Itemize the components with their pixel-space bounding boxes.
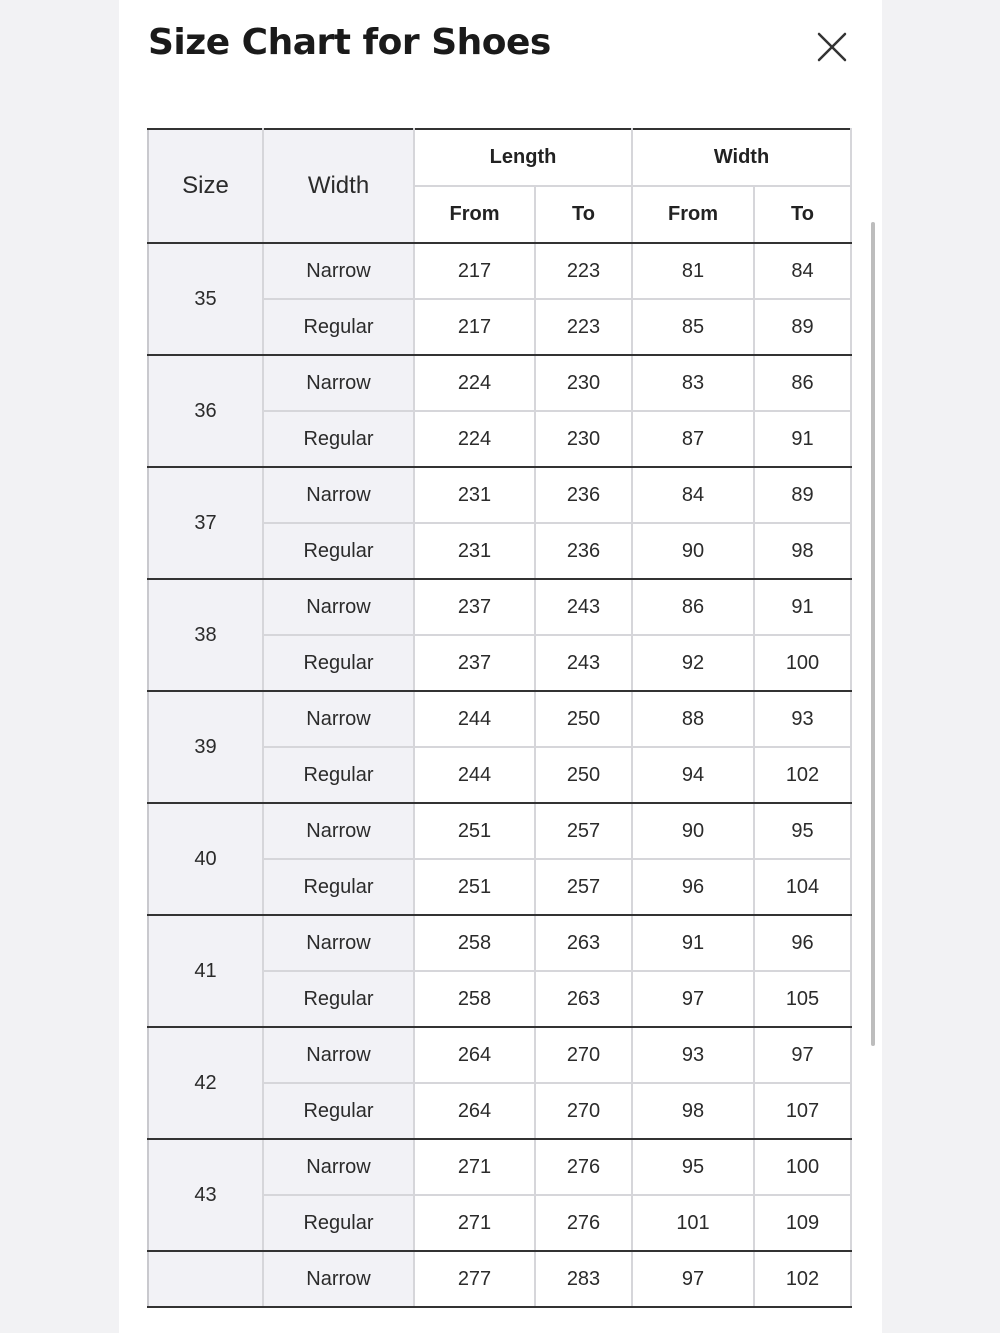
length-from-cell: 251 [414, 859, 535, 915]
header-width: Width [263, 129, 414, 243]
table-body [148, 243, 851, 1307]
width-type-cell: Narrow [263, 1139, 414, 1195]
length-from-cell: 271 [414, 1195, 535, 1251]
width-to-cell: 100 [754, 635, 851, 691]
length-from-cell: 251 [414, 803, 535, 859]
width-from-cell: 91 [632, 915, 754, 971]
size-cell: 43 [148, 1139, 263, 1251]
width-to-cell: 104 [754, 859, 851, 915]
width-from-cell: 84 [632, 467, 754, 523]
width-type-cell: Regular [263, 299, 414, 355]
size-cell: 40 [148, 803, 263, 915]
table-row [148, 579, 851, 635]
size-table-container[interactable] [147, 128, 853, 1308]
width-to-cell: 97 [754, 1027, 851, 1083]
length-to-cell: 263 [535, 915, 632, 971]
size-cell: 38 [148, 579, 263, 691]
table-row [148, 355, 851, 411]
width-type-cell: Narrow [263, 803, 414, 859]
length-from-cell: 258 [414, 915, 535, 971]
length-from-cell: 258 [414, 971, 535, 1027]
width-from-cell: 96 [632, 859, 754, 915]
length-from-cell: 224 [414, 355, 535, 411]
width-type-cell: Regular [263, 1083, 414, 1139]
size-table [147, 128, 852, 1308]
width-to-cell: 102 [754, 1251, 851, 1307]
length-from-cell: 264 [414, 1027, 535, 1083]
width-from-cell: 81 [632, 243, 754, 299]
width-type-cell: Regular [263, 523, 414, 579]
length-from-cell: 237 [414, 579, 535, 635]
header-length-group: Length [414, 129, 632, 186]
width-type-cell: Regular [263, 971, 414, 1027]
length-to-cell: 236 [535, 523, 632, 579]
width-type-cell: Regular [263, 411, 414, 467]
width-from-cell: 83 [632, 355, 754, 411]
table-row [148, 915, 851, 971]
close-button[interactable] [813, 28, 851, 66]
width-from-cell: 101 [632, 1195, 754, 1251]
width-to-cell: 109 [754, 1195, 851, 1251]
width-from-cell: 97 [632, 1251, 754, 1307]
table-header-row [148, 129, 851, 186]
length-to-cell: 230 [535, 411, 632, 467]
length-to-cell: 263 [535, 971, 632, 1027]
length-from-cell: 271 [414, 1139, 535, 1195]
size-cell: 35 [148, 243, 263, 355]
size-chart-modal [119, 0, 882, 1333]
header-size: Size [148, 129, 263, 243]
width-type-cell: Narrow [263, 1251, 414, 1307]
width-from-cell: 87 [632, 411, 754, 467]
width-to-cell: 96 [754, 915, 851, 971]
width-to-cell: 95 [754, 803, 851, 859]
width-from-cell: 90 [632, 523, 754, 579]
width-type-cell: Regular [263, 635, 414, 691]
length-from-cell: 231 [414, 523, 535, 579]
length-to-cell: 270 [535, 1083, 632, 1139]
length-to-cell: 257 [535, 859, 632, 915]
width-from-cell: 94 [632, 747, 754, 803]
width-type-cell: Regular [263, 859, 414, 915]
width-to-cell: 89 [754, 467, 851, 523]
width-type-cell: Narrow [263, 579, 414, 635]
size-cell [148, 1251, 263, 1307]
header-width-to: To [754, 186, 851, 243]
length-from-cell: 231 [414, 467, 535, 523]
length-to-cell: 223 [535, 243, 632, 299]
table-row [148, 243, 851, 299]
width-type-cell: Narrow [263, 691, 414, 747]
size-cell: 41 [148, 915, 263, 1027]
length-to-cell: 270 [535, 1027, 632, 1083]
width-to-cell: 93 [754, 691, 851, 747]
header-length-to: To [535, 186, 632, 243]
width-type-cell: Narrow [263, 1027, 414, 1083]
width-type-cell: Narrow [263, 355, 414, 411]
width-to-cell: 105 [754, 971, 851, 1027]
length-to-cell: 276 [535, 1139, 632, 1195]
table-row [148, 467, 851, 523]
scrollbar[interactable] [871, 222, 875, 1046]
size-cell: 37 [148, 467, 263, 579]
table-row [148, 1027, 851, 1083]
length-to-cell: 243 [535, 635, 632, 691]
width-to-cell: 107 [754, 1083, 851, 1139]
length-from-cell: 237 [414, 635, 535, 691]
length-from-cell: 224 [414, 411, 535, 467]
length-to-cell: 257 [535, 803, 632, 859]
length-to-cell: 250 [535, 691, 632, 747]
close-icon [813, 28, 851, 66]
width-to-cell: 91 [754, 411, 851, 467]
table-row [148, 691, 851, 747]
length-to-cell: 236 [535, 467, 632, 523]
table-row [148, 1251, 851, 1307]
table-row [148, 1139, 851, 1195]
width-type-cell: Regular [263, 747, 414, 803]
length-from-cell: 264 [414, 1083, 535, 1139]
length-to-cell: 283 [535, 1251, 632, 1307]
header-width-from: From [632, 186, 754, 243]
size-cell: 36 [148, 355, 263, 467]
width-to-cell: 102 [754, 747, 851, 803]
width-from-cell: 98 [632, 1083, 754, 1139]
width-from-cell: 85 [632, 299, 754, 355]
width-from-cell: 92 [632, 635, 754, 691]
length-from-cell: 244 [414, 747, 535, 803]
width-type-cell: Narrow [263, 915, 414, 971]
width-type-cell: Narrow [263, 243, 414, 299]
width-from-cell: 90 [632, 803, 754, 859]
length-to-cell: 243 [535, 579, 632, 635]
header-width-group: Width [632, 129, 851, 186]
table-row [148, 803, 851, 859]
width-type-cell: Narrow [263, 467, 414, 523]
width-to-cell: 84 [754, 243, 851, 299]
width-to-cell: 98 [754, 523, 851, 579]
width-to-cell: 100 [754, 1139, 851, 1195]
size-cell: 39 [148, 691, 263, 803]
width-from-cell: 93 [632, 1027, 754, 1083]
size-cell: 42 [148, 1027, 263, 1139]
width-from-cell: 95 [632, 1139, 754, 1195]
modal-title: Size Chart for Shoes [148, 22, 551, 63]
header-length-from: From [414, 186, 535, 243]
length-to-cell: 250 [535, 747, 632, 803]
width-from-cell: 86 [632, 579, 754, 635]
width-type-cell: Regular [263, 1195, 414, 1251]
length-to-cell: 276 [535, 1195, 632, 1251]
width-from-cell: 97 [632, 971, 754, 1027]
width-to-cell: 91 [754, 579, 851, 635]
length-from-cell: 244 [414, 691, 535, 747]
length-from-cell: 277 [414, 1251, 535, 1307]
length-from-cell: 217 [414, 243, 535, 299]
length-from-cell: 217 [414, 299, 535, 355]
width-to-cell: 89 [754, 299, 851, 355]
width-from-cell: 88 [632, 691, 754, 747]
width-to-cell: 86 [754, 355, 851, 411]
length-to-cell: 230 [535, 355, 632, 411]
length-to-cell: 223 [535, 299, 632, 355]
